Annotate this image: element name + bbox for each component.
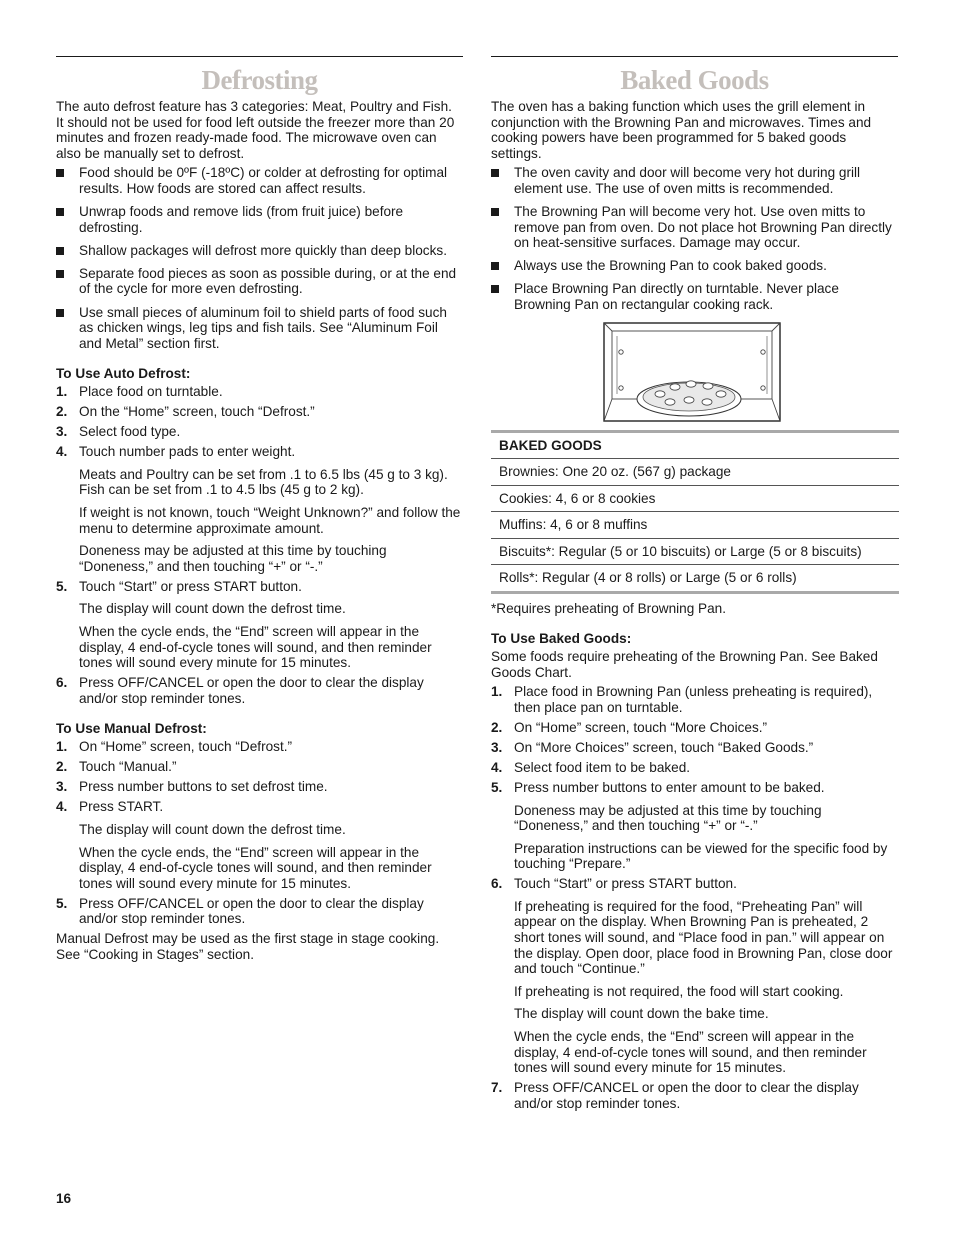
step-number: 1. bbox=[56, 384, 68, 400]
square-bullet-icon bbox=[56, 270, 64, 278]
bullet-item bbox=[56, 266, 463, 297]
step-detail: Doneness may be adjusted at this time by touching “Doneness,” and then touching “+” or “-.” bbox=[79, 543, 387, 574]
bullet-text: Shallow packages will defrost more quickly than deep blocks. bbox=[79, 242, 447, 258]
step-detail: If preheating is required for the food, “Preheating Pan” will appear on the display. When Browning Pan is preheated, 2 short tones will sound, and “Place food in pan.” will appear on the display. Open door, place food in Browning Pan, close door and touch “Continue.” bbox=[514, 898, 893, 977]
step-detail: The display will count down the bake time. bbox=[514, 1006, 769, 1022]
table-cell: Biscuits*: Regular (5 or 10 biscuits) or Large (5 or 8 biscuits) bbox=[491, 538, 899, 565]
square-bullet-icon bbox=[491, 285, 499, 293]
step-text: Place food on turntable. bbox=[79, 384, 223, 400]
defrosting-bullets bbox=[56, 165, 463, 351]
step-item bbox=[56, 444, 463, 574]
baked-goods-section bbox=[491, 56, 898, 1116]
step-number: 7. bbox=[491, 1080, 503, 1096]
table-header: BAKED GOODS bbox=[491, 431, 899, 459]
step-item bbox=[56, 404, 463, 420]
step-text: Touch “Start” or press START button. bbox=[514, 876, 737, 892]
bullet-item bbox=[56, 165, 463, 196]
step-text: Touch “Manual.” bbox=[79, 759, 177, 775]
step-number: 4. bbox=[56, 799, 68, 815]
section-rule bbox=[491, 56, 898, 57]
step-text: Press OFF/CANCEL or open the door to clear the display and/or stop reminder tones. bbox=[514, 1080, 859, 1111]
step-detail: When the cycle ends, the “End” screen will appear in the display, 4 end-of-cycle tones will sound, and then reminder tones will sound every minute for 15 minutes. bbox=[79, 844, 432, 891]
baked-goods-steps bbox=[491, 684, 898, 1111]
step-detail: The display will count down the defrost time. bbox=[79, 821, 346, 837]
step-number: 2. bbox=[491, 719, 503, 735]
table-row bbox=[491, 485, 899, 512]
step-number: 6. bbox=[56, 675, 68, 691]
square-bullet-icon bbox=[56, 169, 64, 177]
step-item bbox=[56, 675, 463, 706]
step-text: On the “Home” screen, touch “Defrost.” bbox=[79, 404, 315, 420]
step-item bbox=[491, 876, 898, 1076]
table-cell: Muffins: 4, 6 or 8 muffins bbox=[491, 512, 899, 539]
step-number: 4. bbox=[56, 444, 68, 460]
bullet-text: Place Browning Pan directly on turntable. Never place Browning Pan on rectangular cooking rack. bbox=[514, 281, 839, 313]
table-cell: Cookies: 4, 6 or 8 cookies bbox=[491, 485, 899, 512]
step-item bbox=[491, 720, 898, 736]
step-item bbox=[56, 896, 463, 927]
auto-defrost-heading: To Use Auto Defrost: bbox=[56, 366, 191, 382]
step-number: 1. bbox=[56, 739, 68, 755]
bullet-item bbox=[491, 258, 898, 274]
page-number: 16 bbox=[56, 1191, 72, 1206]
baked-goods-intro: The oven has a baking function which uses the grill element in conjunction with the Browning Pan and microwaves. Times and cooking powers have been programmed for 5 baked goods settings. bbox=[491, 99, 872, 161]
manual-defrost-steps bbox=[56, 739, 463, 927]
bullet-text: Always use the Browning Pan to cook baked goods. bbox=[514, 258, 827, 274]
table-row bbox=[491, 538, 899, 565]
manual-defrost-heading: To Use Manual Defrost: bbox=[56, 721, 207, 737]
bullet-text: Unwrap foods and remove lids (from fruit juice) before defrosting. bbox=[79, 204, 404, 235]
step-text: Select food item to be baked. bbox=[514, 759, 691, 775]
step-text: Press number buttons to set defrost time. bbox=[79, 779, 328, 795]
step-text: Select food type. bbox=[79, 424, 181, 440]
bullet-text: Separate food pieces as soon as possible during, or at the end of the cycle for more even defrosting. bbox=[79, 265, 457, 297]
step-number: 5. bbox=[56, 578, 68, 594]
bullet-item bbox=[491, 204, 898, 251]
step-text: Touch number pads to enter weight. bbox=[79, 444, 296, 460]
defrosting-section bbox=[56, 56, 463, 962]
step-text: On “Home” screen, touch “More Choices.” bbox=[514, 719, 768, 735]
oven-browning-pan-illustration bbox=[603, 322, 781, 422]
manual-defrost-note: Manual Defrost may be used as the first stage in stage cooking. See “Cooking in Stages” section. bbox=[56, 931, 440, 962]
use-baked-goods-heading: To Use Baked Goods: bbox=[491, 631, 632, 647]
step-number: 3. bbox=[56, 424, 68, 440]
table-cell: Brownies: One 20 oz. (567 g) package bbox=[491, 459, 899, 486]
step-text: On “Home” screen, touch “Defrost.” bbox=[79, 739, 293, 755]
step-detail: The display will count down the defrost time. bbox=[79, 601, 346, 617]
step-item bbox=[56, 579, 463, 671]
bullet-item bbox=[56, 243, 463, 259]
step-item bbox=[491, 684, 898, 715]
step-number: 1. bbox=[491, 684, 503, 700]
table-row bbox=[491, 459, 899, 486]
defrosting-title: Defrosting bbox=[201, 65, 318, 95]
step-item bbox=[491, 760, 898, 776]
step-item bbox=[491, 780, 898, 872]
step-item bbox=[56, 759, 463, 775]
step-detail: Doneness may be adjusted at this time by touching “Doneness,” and then touching “+” or “-.” bbox=[514, 802, 822, 834]
square-bullet-icon bbox=[491, 208, 499, 216]
bullet-text: Food should be 0ºF (-18ºC) or colder at defrosting for optimal results. How foods are stored can affect results. bbox=[79, 165, 448, 196]
step-number: 3. bbox=[491, 739, 503, 755]
table-row bbox=[491, 565, 899, 593]
table-cell: Rolls*: Regular (4 or 8 rolls) or Large (5 or 6 rolls) bbox=[499, 570, 797, 586]
auto-defrost-steps bbox=[56, 384, 463, 706]
bullet-item bbox=[56, 305, 463, 352]
use-baked-goods-intro: Some foods require preheating of the Browning Pan. See Baked Goods Chart. bbox=[491, 649, 878, 680]
step-item bbox=[491, 740, 898, 756]
table-row bbox=[491, 512, 899, 539]
step-number: 3. bbox=[56, 779, 68, 795]
step-number: 6. bbox=[491, 876, 503, 892]
bullet-item bbox=[491, 165, 898, 196]
step-text: Press OFF/CANCEL or open the door to clear the display and/or stop reminder tones. bbox=[79, 895, 424, 927]
preheat-footnote: *Requires preheating of Browning Pan. bbox=[491, 600, 727, 616]
square-bullet-icon bbox=[491, 262, 499, 270]
section-rule bbox=[56, 56, 463, 57]
step-item bbox=[56, 384, 463, 400]
bullet-item bbox=[56, 204, 463, 235]
step-text: Press number buttons to enter amount to be baked. bbox=[514, 779, 825, 795]
step-text: Press OFF/CANCEL or open the door to clear the display and/or stop reminder tones. bbox=[79, 675, 424, 706]
bullet-text: Use small pieces of aluminum foil to shield parts of food such as chicken wings, leg tips and fish tails. See “Aluminum Foil and Metal” section first. bbox=[79, 304, 447, 351]
step-text: Place food in Browning Pan (unless preheating is required), then place pan on turntable. bbox=[514, 684, 873, 715]
bullet-item bbox=[491, 281, 898, 312]
step-detail: When the cycle ends, the “End” screen will appear in the display, 4 end-of-cycle tones will sound, and then reminder tones will sound every minute for 15 minutes. bbox=[514, 1029, 867, 1076]
step-number: 5. bbox=[56, 895, 68, 911]
step-item bbox=[491, 1080, 898, 1111]
baked-goods-bullets bbox=[491, 165, 898, 312]
square-bullet-icon bbox=[56, 309, 64, 317]
step-item bbox=[56, 799, 463, 891]
step-text: Touch “Start” or press START button. bbox=[79, 578, 302, 594]
baked-goods-title: Baked Goods bbox=[620, 65, 769, 95]
baked-goods-table bbox=[491, 430, 899, 594]
step-detail: When the cycle ends, the “End” screen will appear in the display, 4 end-of-cycle tones will sound, and then reminder tones will sound every minute for 15 minutes. bbox=[79, 624, 432, 671]
step-item bbox=[56, 739, 463, 755]
step-item bbox=[56, 779, 463, 795]
square-bullet-icon bbox=[56, 208, 64, 216]
defrosting-intro: The auto defrost feature has 3 categories: Meat, Poultry and Fish. It should not be used for food left outside the freezer more than 20 minutes and frozen ready-made food. The microwave oven can also be manually set to defrost. bbox=[56, 99, 455, 161]
step-detail: If preheating is not required, the food will start cooking. bbox=[514, 983, 844, 999]
step-detail: Preparation instructions can be viewed for the specific food by touching “Prepare.” bbox=[514, 840, 888, 872]
bullet-text: The Browning Pan will become very hot. Use oven mitts to remove pan from oven. Do not place hot Browning Pan directly on heat-sensitive surfaces. Damage may occur. bbox=[514, 204, 892, 251]
step-text: On “More Choices” screen, touch “Baked Goods.” bbox=[514, 739, 814, 755]
step-number: 4. bbox=[491, 759, 503, 775]
square-bullet-icon bbox=[491, 169, 499, 177]
step-detail: Meats and Poultry can be set from .1 to 6.5 lbs (45 g to 3 kg). Fish can be set from .1 to 4.5 lbs (45 g to 2 kg). bbox=[79, 466, 448, 498]
step-item bbox=[56, 424, 463, 440]
square-bullet-icon bbox=[56, 247, 64, 255]
step-number: 2. bbox=[56, 404, 68, 420]
step-text: Press START. bbox=[79, 799, 164, 815]
step-number: 5. bbox=[491, 779, 503, 795]
bullet-text: The oven cavity and door will become very hot during grill element use. The use of oven mitts is recommended. bbox=[514, 165, 861, 196]
step-detail: If weight is not known, touch “Weight Unknown?” and follow the menu to determine approximate amount. bbox=[79, 505, 461, 536]
step-number: 2. bbox=[56, 759, 68, 775]
